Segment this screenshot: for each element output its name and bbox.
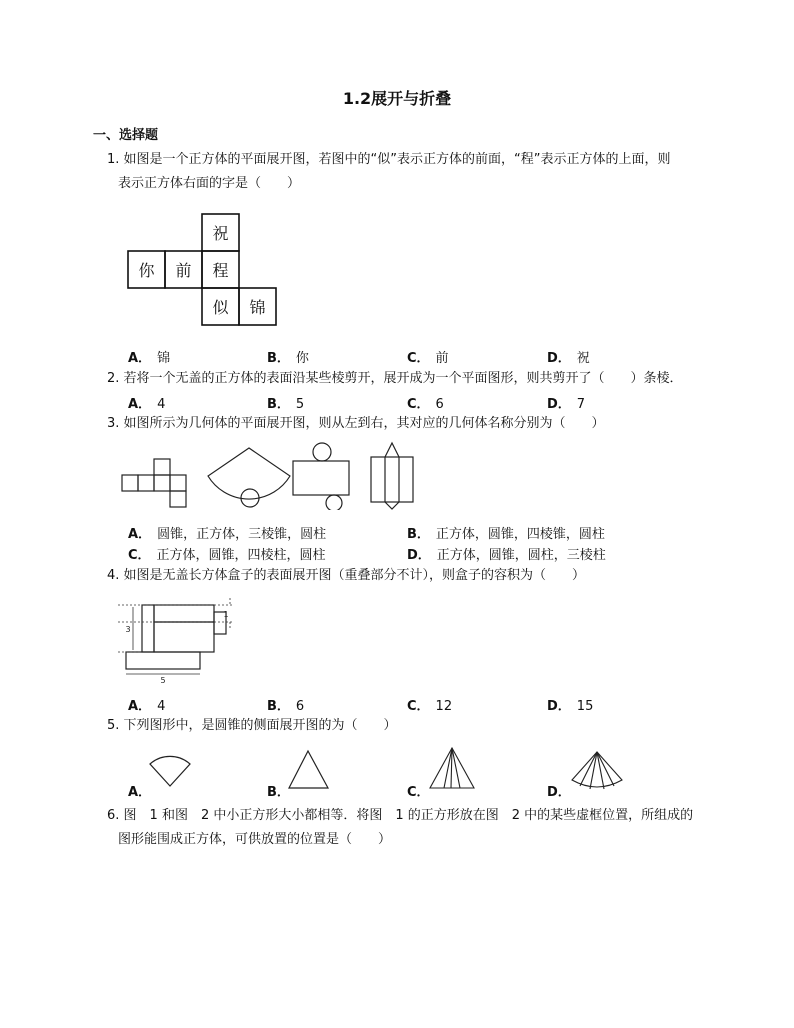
box-top-label: 1 [223, 610, 229, 619]
question-4-line-1: 4. 如图是无盖长方体盒子的表面展开图（重叠部分不计），则盒子的容积为（ ） [107, 568, 586, 583]
cube-cell-qian: 前 [175, 261, 192, 280]
cube-cell-cheng: 程 [212, 261, 229, 280]
q3-option-c[interactable]: C． 正方体，圆锥，四棱柱，圆柱 [128, 548, 326, 563]
cube-net-figure [125, 212, 280, 330]
cube-net-shape [122, 459, 186, 507]
box-height-label: 3 [125, 625, 131, 634]
question-3-line-1: 3. 如图所示为几何体的平面展开图，则从左到右，其对应的几何体名称分别为（ ） [107, 416, 605, 431]
q3-option-b[interactable]: B． 正方体，圆锥，四棱锥，圆柱 [407, 527, 605, 542]
q1-option-b[interactable]: B． 你 [267, 351, 309, 366]
question-2-line-1: 2. 若将一个无盖的正方体的表面沿某些棱剪开，展开成为一个平面图形，则共剪开了（ ）条棱． [107, 371, 683, 386]
q3-option-a[interactable]: A． 圆锥，正方体，三棱锥，圆柱 [128, 527, 327, 542]
q2-option-c[interactable]: C． 6 [407, 397, 444, 412]
q1-option-d[interactable]: D． 祝 [547, 351, 590, 366]
sector-shape [146, 750, 196, 790]
question-1-line-2: 表示正方体右面的字是（ ） [118, 176, 301, 191]
pyramid-shape [424, 746, 480, 792]
q4-option-a[interactable]: A． 4 [128, 699, 166, 714]
page-title: 1.2展开与折叠 [342, 89, 452, 108]
q3-option-d[interactable]: D． 正方体，圆锥，圆柱，三棱柱 [407, 548, 606, 563]
prism-net-shape [371, 443, 413, 509]
q2-option-a[interactable]: A． 4 [128, 397, 166, 412]
geometry-nets-figure [120, 440, 420, 510]
triangle-shape [284, 748, 334, 792]
q5-option-a[interactable]: A． [128, 785, 152, 800]
question-6-line-2: 图形能围成正方体，可供放置的位置是（ ） [118, 832, 392, 847]
cylinder-net-shape [293, 443, 349, 510]
box-width-label: 5 [160, 676, 166, 684]
q5-option-d[interactable]: D． [547, 785, 571, 800]
q5-option-c[interactable]: C． [407, 785, 430, 800]
cube-cell-zhu: 祝 [212, 224, 229, 243]
q1-option-c[interactable]: C． 前 [407, 351, 449, 366]
cube-cell-ni: 你 [138, 261, 155, 280]
q4-option-c[interactable]: C． 12 [407, 699, 453, 714]
cone-net-shape [208, 448, 290, 507]
question-1-line-1: 1. 如图是一个正方体的平面展开图，若图中的“似”表示正方体的前面，“程”表示正方体的上面，则 [107, 152, 671, 167]
q4-option-d[interactable]: D． 15 [547, 699, 594, 714]
section-heading: 一、选择题 [93, 128, 159, 143]
q1-option-a[interactable]: A． 锦 [128, 351, 171, 366]
cube-cell-jin: 锦 [249, 298, 266, 317]
box-net-figure [116, 594, 240, 684]
question-6-line-1: 6. 图 1 和图 2 中小正方形大小都相等．将图 1 的正方形放在图 2 中的某些虚框位置，所组成的 [107, 808, 694, 823]
q5-option-b[interactable]: B． [267, 785, 290, 800]
q4-option-b[interactable]: B． 6 [267, 699, 305, 714]
q2-option-d[interactable]: D． 7 [547, 397, 586, 412]
cube-cell-si: 似 [212, 298, 229, 317]
question-5-line-1: 5. 下列图形中，是圆锥的侧面展开图的为（ ） [107, 718, 397, 733]
pyramid-net-shape [566, 748, 628, 794]
q2-option-b[interactable]: B． 5 [267, 397, 305, 412]
